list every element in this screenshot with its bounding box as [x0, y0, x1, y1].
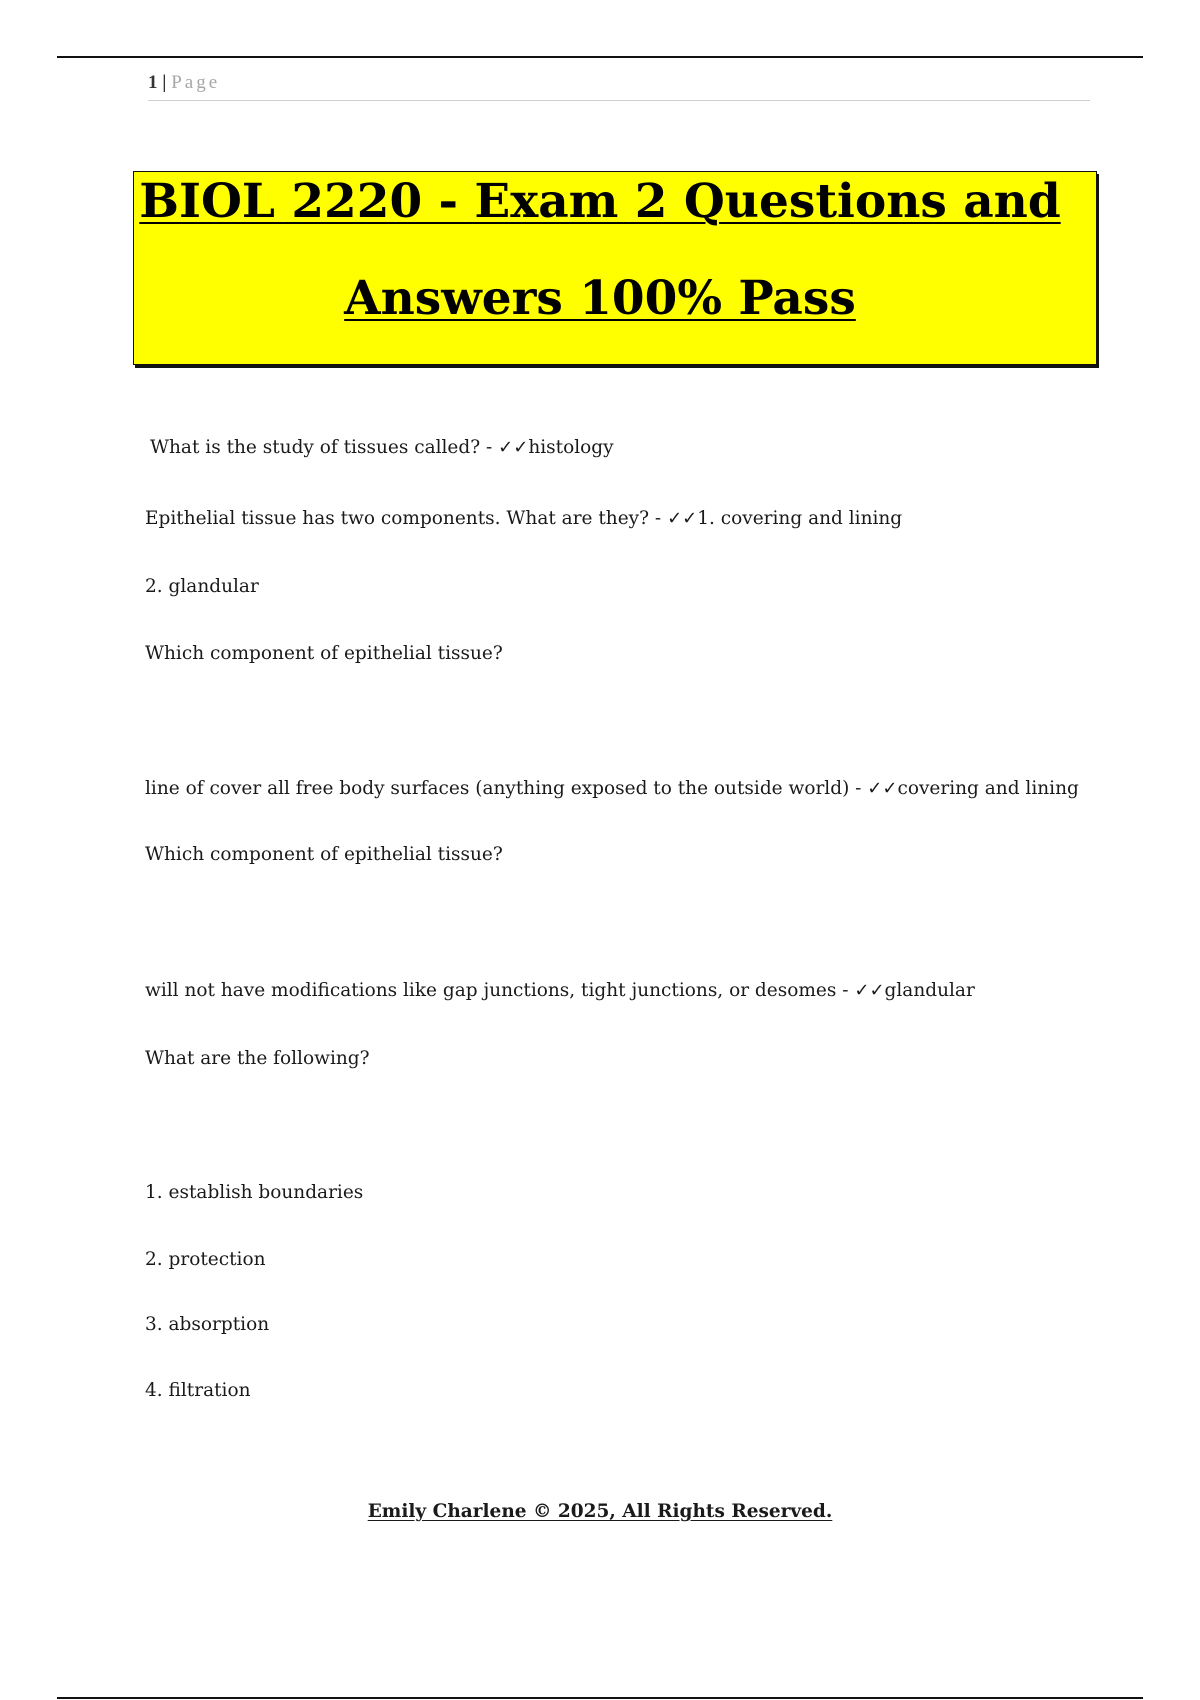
answer-text: glandular	[884, 980, 975, 1001]
question-prompt: What are the following?	[145, 1048, 370, 1069]
top-rule	[57, 56, 1143, 58]
check-icon: ✓✓	[867, 778, 898, 799]
question-prompt: Which component of epithelial tissue?	[145, 643, 503, 664]
question-text: Epithelial tissue has two components. What are they? -	[145, 508, 668, 529]
page-number: 1	[148, 72, 158, 93]
list-item: 1. establish boundaries	[145, 1182, 364, 1203]
question-text: What is the study of tissues called? -	[150, 437, 499, 458]
answer-continuation: 2. glandular	[145, 576, 259, 597]
list-item: 3. absorption	[145, 1314, 270, 1335]
qa-item-2	[145, 507, 902, 531]
list-item: 4. filtration	[145, 1380, 251, 1401]
answer-text: covering and lining	[897, 778, 1079, 799]
bottom-rule	[57, 1697, 1143, 1699]
qa-item-4	[145, 979, 975, 1003]
qa-item-3	[145, 777, 1079, 801]
question-prompt: Which component of epithelial tissue?	[145, 844, 503, 865]
answer-text: 1. covering and lining	[697, 508, 903, 529]
check-icon: ✓✓	[854, 980, 885, 1001]
question-text: will not have modifications like gap junctions, tight junctions, or desomes -	[145, 980, 855, 1001]
title-line-1: BIOL 2220 - Exam 2 Questions and	[139, 174, 1061, 229]
page-separator: |	[162, 72, 167, 93]
copyright-footer: Emily Charlene © 2025, All Rights Reserved.	[367, 1501, 833, 1522]
question-text: line of cover all free body surfaces (anything exposed to the outside world) -	[145, 778, 868, 799]
answer-text: histology	[528, 437, 614, 458]
title-line-2: Answers 100% Pass	[344, 271, 856, 326]
page-header	[148, 72, 1090, 101]
check-icon: ✓✓	[667, 508, 698, 529]
check-icon: ✓✓	[498, 437, 529, 458]
page-label: Page	[171, 72, 221, 93]
list-item: 2. protection	[145, 1249, 266, 1270]
qa-item-1	[150, 436, 614, 460]
